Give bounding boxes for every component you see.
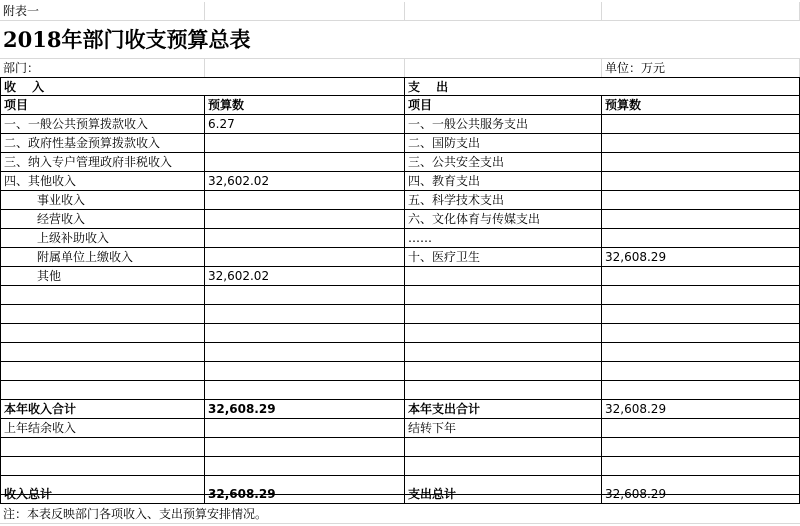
empty-cell[interactable] xyxy=(0,362,205,381)
empty-cell[interactable] xyxy=(405,59,602,78)
expense-value[interactable] xyxy=(602,134,800,153)
grand-total-row xyxy=(0,485,800,504)
expense-item[interactable] xyxy=(405,267,602,286)
empty-row xyxy=(0,286,800,305)
empty-cell[interactable] xyxy=(602,305,800,324)
table-row xyxy=(0,229,800,248)
expense-item[interactable]: …… xyxy=(405,229,602,248)
income-value[interactable] xyxy=(205,153,405,172)
empty-cell[interactable] xyxy=(0,381,205,400)
expense-item[interactable]: 四、教育支出 xyxy=(405,172,602,191)
income-value[interactable] xyxy=(205,134,405,153)
expense-value[interactable] xyxy=(602,229,800,248)
empty-row xyxy=(0,457,800,476)
table-row xyxy=(0,134,800,153)
empty-cell[interactable] xyxy=(602,362,800,381)
income-item[interactable]: 上级补助收入 xyxy=(0,229,205,248)
empty-cell[interactable] xyxy=(205,381,405,400)
income-item[interactable]: 经营收入 xyxy=(0,210,205,229)
empty-row xyxy=(0,362,800,381)
empty-cell[interactable] xyxy=(602,457,800,476)
table-row xyxy=(0,248,800,267)
income-item[interactable]: 事业收入 xyxy=(0,191,205,210)
empty-cell[interactable] xyxy=(205,324,405,343)
empty-row xyxy=(0,305,800,324)
income-item[interactable]: 其他 xyxy=(0,267,205,286)
income-item[interactable]: 一、一般公共预算拨款收入 xyxy=(0,115,205,134)
expense-total-label[interactable]: 支出总计 xyxy=(405,485,602,504)
empty-cell[interactable] xyxy=(405,2,602,21)
income-value[interactable] xyxy=(205,229,405,248)
year-income-value[interactable]: 32,608.29 xyxy=(205,400,405,419)
prev-balance-label[interactable]: 上年结余收入 xyxy=(0,419,205,438)
empty-cell[interactable] xyxy=(0,324,205,343)
expense-section-header[interactable]: 支 出 xyxy=(405,77,800,96)
empty-cell[interactable] xyxy=(405,305,602,324)
income-value[interactable]: 6.27 xyxy=(205,115,405,134)
empty-cell[interactable] xyxy=(602,381,800,400)
year-expense-label[interactable]: 本年支出合计 xyxy=(405,400,602,419)
empty-cell[interactable] xyxy=(205,438,405,457)
empty-cell[interactable] xyxy=(405,457,602,476)
dept-row xyxy=(0,59,800,78)
empty-cell[interactable] xyxy=(405,362,602,381)
income-item[interactable]: 四、其他收入 xyxy=(0,172,205,191)
empty-cell[interactable] xyxy=(205,59,405,78)
empty-cell[interactable] xyxy=(0,305,205,324)
empty-row xyxy=(0,343,800,362)
empty-row xyxy=(0,438,800,457)
empty-cell[interactable] xyxy=(0,286,205,305)
empty-row xyxy=(0,324,800,343)
expense-budget-header[interactable]: 预算数 xyxy=(602,96,800,115)
expense-value[interactable] xyxy=(602,115,800,134)
income-budget-header[interactable]: 预算数 xyxy=(205,96,405,115)
income-item[interactable]: 二、政府性基金预算拨款收入 xyxy=(0,134,205,153)
expense-item[interactable]: 一、一般公共服务支出 xyxy=(405,115,602,134)
balance-row xyxy=(0,419,800,438)
expense-item[interactable]: 五、科学技术支出 xyxy=(405,191,602,210)
expense-value[interactable] xyxy=(602,267,800,286)
income-value[interactable] xyxy=(205,191,405,210)
income-value[interactable] xyxy=(205,210,405,229)
empty-cell[interactable] xyxy=(602,2,800,21)
income-value[interactable]: 32,602.02 xyxy=(205,267,405,286)
empty-cell[interactable] xyxy=(205,419,405,438)
empty-cell[interactable] xyxy=(205,362,405,381)
expense-value[interactable] xyxy=(602,153,800,172)
expense-value[interactable]: 32,608.29 xyxy=(602,248,800,267)
expense-item-header[interactable]: 项目 xyxy=(405,96,602,115)
empty-cell[interactable] xyxy=(602,419,800,438)
empty-cell[interactable] xyxy=(0,457,205,476)
empty-cell[interactable] xyxy=(602,286,800,305)
empty-cell[interactable] xyxy=(405,324,602,343)
empty-cell[interactable] xyxy=(205,457,405,476)
income-item-header[interactable]: 项目 xyxy=(0,96,205,115)
table-note[interactable]: 注：本表反映部门各项收入、支出预算安排情况。 xyxy=(0,504,800,524)
income-value[interactable] xyxy=(205,248,405,267)
empty-cell[interactable] xyxy=(602,343,800,362)
empty-cell[interactable] xyxy=(405,381,602,400)
attachment-label[interactable]: 附表一 xyxy=(0,2,205,21)
table-row xyxy=(0,153,800,172)
table-row xyxy=(0,267,800,286)
table-row xyxy=(0,115,800,134)
attachment-row xyxy=(0,2,800,21)
expense-value[interactable] xyxy=(602,172,800,191)
expense-item[interactable]: 十、医疗卫生 xyxy=(405,248,602,267)
unit-label[interactable]: 单位：万元 xyxy=(602,59,800,78)
empty-cell[interactable] xyxy=(602,438,800,457)
expense-value[interactable] xyxy=(602,210,800,229)
empty-cell[interactable] xyxy=(205,286,405,305)
empty-cell[interactable] xyxy=(0,438,205,457)
expense-value[interactable] xyxy=(602,191,800,210)
year-income-label[interactable]: 本年收入合计 xyxy=(0,400,205,419)
empty-cell[interactable] xyxy=(405,286,602,305)
carry-forward-label[interactable]: 结转下年 xyxy=(405,419,602,438)
expense-item[interactable]: 二、国防支出 xyxy=(405,134,602,153)
page-title[interactable]: 2018年部门收支预算总表 xyxy=(3,27,251,52)
section-header-row xyxy=(0,77,800,96)
expense-item[interactable]: 六、文化体育与传媒支出 xyxy=(405,210,602,229)
title-row xyxy=(0,21,800,59)
table-row xyxy=(0,191,800,210)
empty-cell[interactable] xyxy=(205,305,405,324)
year-expense-value[interactable]: 32,608.29 xyxy=(602,400,800,419)
year-total-row xyxy=(0,400,800,419)
income-section-header[interactable]: 收 入 xyxy=(0,77,405,96)
income-item[interactable]: 三、纳入专户管理政府非税收入 xyxy=(0,153,205,172)
empty-cell[interactable] xyxy=(205,343,405,362)
expense-item[interactable]: 三、公共安全支出 xyxy=(405,153,602,172)
empty-cell[interactable] xyxy=(205,2,405,21)
empty-row xyxy=(0,381,800,400)
dept-label[interactable]: 部门： xyxy=(0,59,205,78)
table-row xyxy=(0,210,800,229)
empty-cell[interactable] xyxy=(405,343,602,362)
empty-cell[interactable] xyxy=(602,324,800,343)
empty-cell[interactable] xyxy=(0,343,205,362)
expense-total-value[interactable]: 32,608.29 xyxy=(602,485,800,504)
income-total-value[interactable]: 32,608.29 xyxy=(205,485,405,504)
income-value[interactable]: 32,602.02 xyxy=(205,172,405,191)
income-item[interactable]: 附属单位上缴收入 xyxy=(0,248,205,267)
empty-cell[interactable] xyxy=(405,438,602,457)
income-total-label[interactable]: 收入总计 xyxy=(0,485,205,504)
table-row xyxy=(0,172,800,191)
column-header-row xyxy=(0,96,800,115)
